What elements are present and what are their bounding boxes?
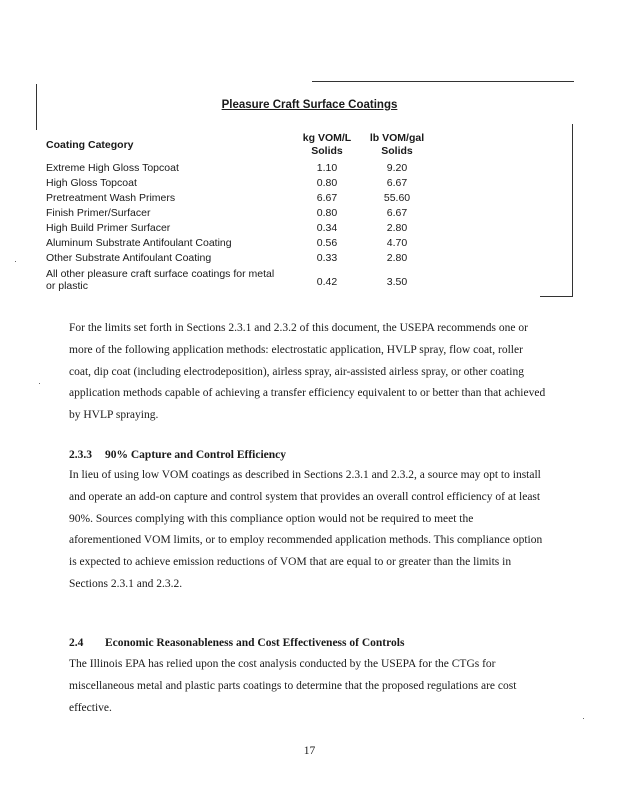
scan-speck (39, 383, 40, 384)
page-number: 17 (303, 745, 316, 757)
row-category: Aluminum Substrate Antifoulant Coating (46, 237, 232, 249)
paragraph-cost-effectiveness (69, 654, 547, 719)
column-header-kg-line1: kg VOM/L (302, 132, 352, 144)
row-category: Pretreatment Wash Primers (46, 192, 176, 204)
section-heading-2-4 (69, 637, 404, 649)
column-header-lb-line1: lb VOM/gal (369, 132, 425, 144)
row-kg-value: 0.56 (316, 237, 338, 249)
row-lb-value: 4.70 (386, 237, 408, 249)
row-category: High Gloss Topcoat (46, 177, 137, 189)
row-lb-value: 2.80 (386, 252, 408, 264)
section-number: 2.3.3 (69, 449, 92, 461)
table-title: Pleasure Craft Surface Coatings (221, 99, 398, 111)
row-lb-value: 55.60 (383, 192, 411, 204)
top-rule (312, 81, 574, 82)
paragraph-capture-control (69, 465, 547, 596)
row-category: All other pleasure craft surface coatings for metal or plastic (46, 268, 275, 292)
paragraph-text: The Illinois EPA has relied upon the cost analysis conducted by the USEPA for the CTGs for miscellaneous metal and plastic parts coatings to determine that the proposed regulations are cost effective. (69, 658, 517, 714)
row-lb-value: 3.50 (386, 276, 408, 288)
row-kg-value: 0.33 (316, 252, 338, 264)
column-header-kg-line2: Solids (311, 145, 343, 157)
section-number: 2.4 (69, 637, 84, 649)
row-lb-value: 2.80 (386, 222, 408, 234)
row-kg-value: 0.34 (316, 222, 338, 234)
right-margin-tick (540, 296, 573, 297)
scan-speck (583, 718, 584, 719)
row-category: Extreme High Gloss Topcoat (46, 162, 179, 174)
right-margin-bar (572, 124, 573, 297)
paragraph-text: For the limits set forth in Sections 2.3.1 and 2.3.2 of this document, the USEPA recommends one or more of the following application methods: electrostatic application, HVLP spray, flow coat, roller coat, dip coat (including electrodeposition), airless spray, air-assisted airless spray, or other coating application methods capable of achieving a transfer efficiency equivalent to or better than that achieved by HVLP spraying. (69, 322, 546, 422)
row-category: Other Substrate Antifoulant Coating (46, 252, 212, 264)
row-kg-value: 0.80 (316, 177, 338, 189)
column-header-lb (362, 132, 432, 158)
row-category: Finish Primer/Surfacer (46, 207, 151, 219)
row-kg-value: 0.80 (316, 207, 338, 219)
column-header-category: Coating Category (46, 139, 134, 151)
row-kg-value: 0.42 (316, 276, 338, 288)
row-lb-value: 6.67 (386, 207, 408, 219)
row-lb-value: 6.67 (386, 177, 408, 189)
column-header-lb-line2: Solids (381, 145, 413, 157)
section-heading-2-3-3 (69, 449, 286, 461)
section-title: 90% Capture and Control Efficiency (105, 449, 287, 461)
paragraph-text: In lieu of using low VOM coatings as described in Sections 2.3.1 and 2.3.2, a source may opt to install and operate an add-on capture and control system that provides an overall control efficiency of at least 90%. Sources complying with this compliance option would not be required to meet the aforementioned VOM limits, or to employ recommended application methods. This compliance option is expected to achieve emission reductions of VOM that are equal to or greater than the limits in Sections 2.3.1 and 2.3.2. (69, 469, 543, 590)
paragraph-application-methods (69, 318, 547, 427)
row-kg-value: 6.67 (316, 192, 338, 204)
row-lb-value: 9.20 (386, 162, 408, 174)
row-category: High Build Primer Surfacer (46, 222, 171, 234)
scan-speck (15, 261, 16, 262)
section-title: Economic Reasonableness and Cost Effectiveness of Controls (105, 637, 405, 649)
row-kg-value: 1.10 (316, 162, 338, 174)
column-header-kg (294, 132, 360, 158)
